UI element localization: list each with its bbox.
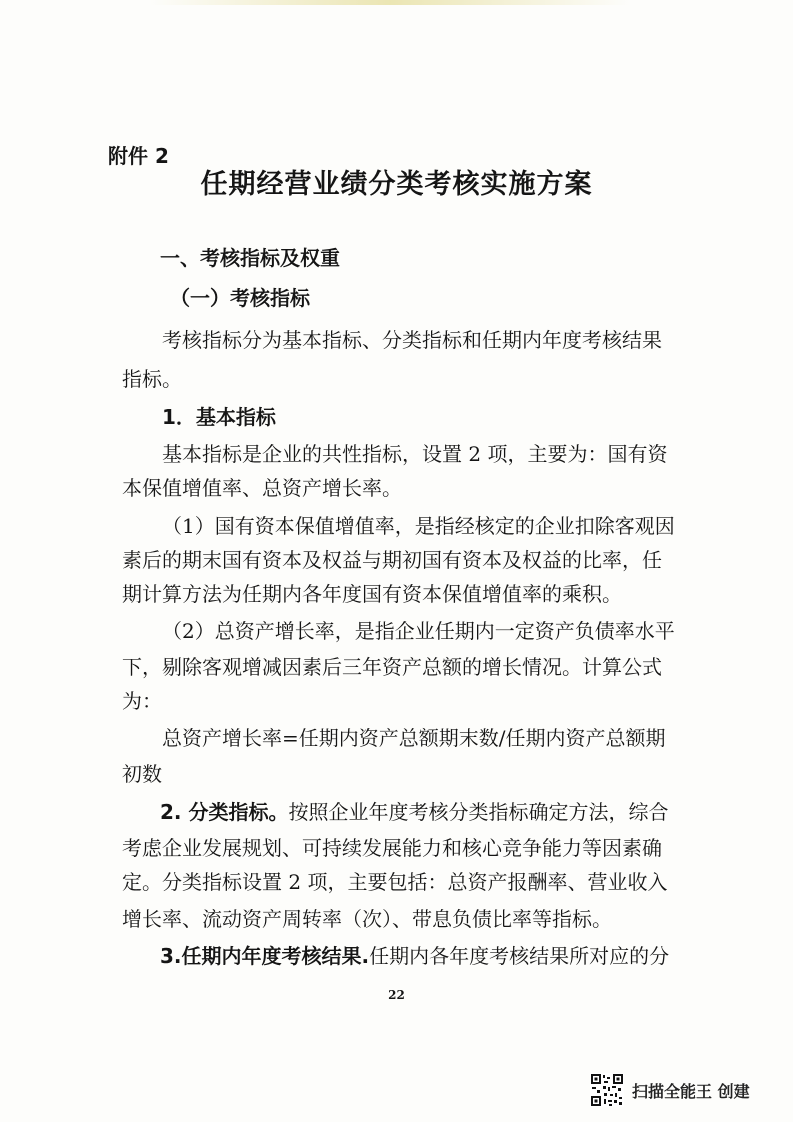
subsection-heading-1: （一）考核指标 xyxy=(170,286,310,310)
item-heading-basic-indicators: 1．基本指标 xyxy=(162,405,276,429)
paragraph-line: 期计算方法为任期内各年度国有资本保值增值率的乘积。 xyxy=(122,582,622,606)
page-number: 22 xyxy=(388,988,405,1002)
attachment-label: 附件 2 xyxy=(108,144,169,168)
paragraph-line xyxy=(160,942,669,970)
paragraph-line: 考核指标分为基本指标、分类指标和任期内年度考核结果 xyxy=(162,328,662,352)
paragraph-line: 基本指标是企业的共性指标，设置 2 项，主要为：国有资 xyxy=(162,442,668,466)
qr-code-icon xyxy=(590,1073,624,1107)
paragraph-line: 为： xyxy=(122,689,162,713)
paragraph-line: （1）国有资本保值增值率，是指经核定的企业扣除客观因 xyxy=(162,514,675,538)
item-heading-category-indicators: 2. 分类指标。 xyxy=(160,800,289,824)
scan-edge-mark xyxy=(150,0,630,5)
item-heading-annual-results: 3.任期内年度考核结果. xyxy=(160,944,370,968)
paragraph-line: 指标。 xyxy=(122,367,182,391)
formula-line: 总资产增长率=任期内资产总额期末数/任期内资产总额期 xyxy=(162,726,666,750)
section-heading-1: 一、考核指标及权重 xyxy=(160,246,340,270)
watermark-text: 扫描全能王 创建 xyxy=(632,1081,750,1101)
paragraph-text: 按照企业年度考核分类指标确定方法，综合 xyxy=(288,800,669,824)
scanner-watermark xyxy=(590,1070,750,1110)
paragraph-line: 下，剔除客观增减因素后三年资产总额的增长情况。计算公式 xyxy=(122,655,662,679)
paragraph-line: 素后的期末国有资本及权益与期初国有资本及权益的比率，任 xyxy=(122,548,662,572)
paragraph-line: 本保值增值率、总资产增长率。 xyxy=(122,476,402,500)
paragraph-text: 任期内各年度考核结果所对应的分 xyxy=(369,944,670,968)
paragraph-line: 考虑企业发展规划、可持续发展能力和核心竞争能力等因素确 xyxy=(122,836,662,860)
paragraph-line xyxy=(160,798,668,826)
formula-line: 初数 xyxy=(122,762,162,786)
paragraph-line: 定。分类指标设置 2 项，主要包括：总资产报酬率、营业收入 xyxy=(122,870,668,894)
paragraph-line: （2）总资产增长率，是指企业任期内一定资产负债率水平 xyxy=(162,619,675,643)
paragraph-line: 增长率、流动资产周转率（次）、带息负债比率等指标。 xyxy=(122,907,612,931)
document-title: 任期经营业绩分类考核实施方案 xyxy=(200,169,593,200)
